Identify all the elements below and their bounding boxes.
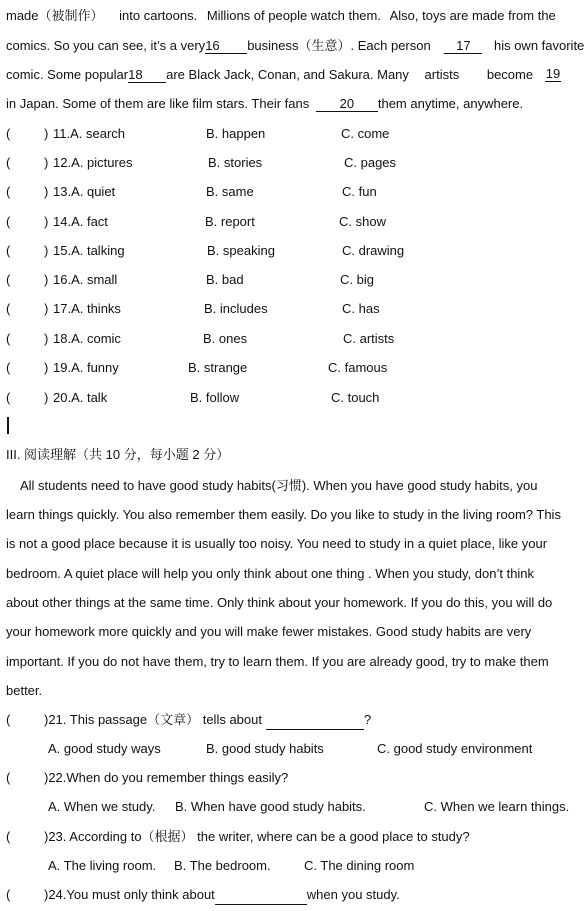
blank-17: 17 [444, 38, 482, 54]
intro-text: business（生意）. Each person [247, 38, 431, 53]
intro-text: them anytime, anywhere. [377, 96, 524, 111]
blank-20: 20 [316, 96, 378, 112]
option-b[interactable]: B. speaking [207, 243, 275, 258]
answer-paren: ( [6, 331, 11, 346]
option-c[interactable]: C. drawing [342, 243, 405, 258]
passage-line: All students need to have good study habits(习惯). When you have good study habits, you [20, 478, 538, 493]
option-b[interactable]: B. When have good study habits. [175, 799, 366, 814]
cloze-question [6, 125, 561, 143]
answer-paren: ( [6, 214, 11, 229]
option-a[interactable]: 18.A. comic [53, 331, 121, 346]
answer-paren: ( [6, 770, 11, 785]
question-21-options [6, 740, 561, 758]
option-b[interactable]: B. good study habits [206, 741, 324, 756]
intro-text: Millions of people watch them. [206, 8, 381, 23]
cloze-question [6, 359, 561, 377]
question-24 [6, 886, 561, 904]
cloze-question [6, 242, 561, 260]
option-c[interactable]: C. The dining room [304, 858, 415, 873]
answer-paren-close: ) [44, 155, 49, 170]
answer-paren-close: ) [44, 272, 49, 287]
option-b[interactable]: B. stories [208, 155, 263, 170]
intro-text: comic. Some popular [6, 67, 129, 82]
question-21 [6, 711, 561, 729]
intro-text: his own favorite [493, 38, 584, 53]
intro-text: comics. So you can see, it’s a very [6, 38, 206, 53]
option-a[interactable]: 16.A. small [53, 272, 118, 287]
cloze-question [6, 271, 561, 289]
blank-16: 16 [205, 38, 247, 54]
option-c[interactable]: C. fun [342, 184, 377, 199]
option-a[interactable]: A. good study ways [48, 741, 161, 756]
cloze-question [6, 330, 561, 348]
question-stem: )22.When do you remember things easily? [44, 770, 289, 785]
option-a[interactable]: 13.A. quiet [53, 184, 116, 199]
question-stem: )24.You must only think about when you study. [44, 886, 400, 905]
passage-line: is not a good place because it is usually too noisy. You need to study in a quiet place, like your [6, 536, 548, 551]
answer-paren: ( [6, 390, 11, 405]
section-heading: III. 阅读理解（共 10 分，每小题 2 分） [6, 447, 230, 462]
option-a[interactable]: 12.A. pictures [53, 155, 133, 170]
answer-blank [215, 886, 307, 905]
intro-text: become [486, 67, 534, 82]
intro-line-1 [6, 7, 561, 25]
answer-paren-close: ) [44, 243, 49, 258]
answer-paren-close: ) [44, 331, 49, 346]
answer-paren-close: ) [44, 301, 49, 316]
intro-line-3 [6, 66, 561, 84]
passage-line: learn things quickly. You also remember them easily. Do you like to study in the living room? This [6, 507, 561, 522]
question-23 [6, 828, 561, 846]
answer-paren: ( [6, 126, 11, 141]
passage-line: better. [6, 683, 43, 698]
intro-text: into cartoons. [119, 8, 198, 23]
option-a[interactable]: 15.A. talking [53, 243, 125, 258]
answer-paren-close: ) [44, 360, 49, 375]
answer-paren: ( [6, 184, 11, 199]
intro-line-4 [6, 95, 561, 113]
option-a[interactable]: A. When we study. [48, 799, 156, 814]
cloze-question [6, 300, 561, 318]
option-a[interactable]: 19.A. funny [53, 360, 119, 375]
option-a[interactable]: 20.A. talk [53, 390, 108, 405]
blank-19: 19 [545, 66, 561, 81]
option-b[interactable]: B. report [205, 214, 255, 229]
intro-text: artists [424, 67, 460, 82]
intro-text: Also, toys are made from the [389, 8, 556, 23]
option-c[interactable]: C. good study environment [377, 741, 533, 756]
option-a[interactable]: 11.A. search [53, 126, 126, 141]
answer-paren: ( [6, 360, 11, 375]
cloze-question [6, 154, 561, 172]
question-23-options [6, 857, 561, 875]
option-a[interactable]: 17.A. thinks [53, 301, 121, 316]
passage-line: your homework more quickly and you will make fewer mistakes. Good study habits are very [6, 624, 532, 639]
option-c[interactable]: C. pages [344, 155, 397, 170]
option-c[interactable]: C. has [342, 301, 380, 316]
answer-paren-close: ) [44, 184, 49, 199]
answer-blank [266, 711, 364, 730]
option-c[interactable]: C. artists [343, 331, 395, 346]
question-22-options [6, 798, 570, 816]
cloze-question [6, 389, 561, 407]
option-b[interactable]: B. bad [206, 272, 244, 287]
cloze-question [6, 213, 561, 231]
answer-paren: ( [6, 272, 11, 287]
option-b[interactable]: B. happen [206, 126, 266, 141]
option-c[interactable]: C. come [341, 126, 390, 141]
option-b[interactable]: B. same [206, 184, 254, 199]
text-cursor [7, 417, 9, 434]
answer-paren-close: ) [44, 126, 49, 141]
answer-paren: ( [6, 301, 11, 316]
option-b[interactable]: B. strange [188, 360, 248, 375]
option-a[interactable]: A. The living room. [48, 858, 157, 873]
option-b[interactable]: B. ones [203, 331, 248, 346]
intro-text: in Japan. Some of them are like film stars. Their fans [6, 96, 310, 111]
intro-text: are Black Jack, Conan, and Sakura. Many [166, 67, 409, 82]
answer-paren: ( [6, 712, 11, 727]
answer-paren-close: ) [44, 390, 49, 405]
passage-line: bedroom. A quiet place will help you only think about one thing . When you study, don’t think [6, 566, 535, 581]
cloze-question [6, 183, 561, 201]
passage-line: important. If you do not have them, try to learn them. If you are already good, try to make them [6, 654, 549, 669]
question-stem: )21. This passage（文章） tells about ? [44, 711, 371, 730]
passage-line: about other things at the same time. Only think about your homework. If you do this, you will do [6, 595, 553, 610]
option-c[interactable]: C. When we learn things. [424, 799, 570, 814]
option-a[interactable]: 14.A. fact [53, 214, 108, 229]
question-stem: )23. According to（根据） the writer, where can be a good place to study? [44, 829, 470, 844]
answer-paren: ( [6, 243, 11, 258]
option-c[interactable]: C. big [340, 272, 374, 287]
answer-paren: ( [6, 829, 11, 844]
option-c[interactable]: C. famous [328, 360, 388, 375]
intro-line-2 [6, 37, 584, 55]
option-b[interactable]: B. follow [190, 390, 240, 405]
question-22 [6, 769, 561, 787]
answer-paren: ( [6, 155, 11, 170]
answer-paren-close: ) [44, 214, 49, 229]
option-c[interactable]: C. show [339, 214, 386, 229]
blank-18: 18 [128, 67, 166, 83]
intro-text: made（被制作） [6, 8, 104, 23]
option-c[interactable]: C. touch [331, 390, 380, 405]
answer-paren: ( [6, 887, 11, 902]
option-b[interactable]: B. The bedroom. [174, 858, 271, 873]
option-b[interactable]: B. includes [204, 301, 268, 316]
